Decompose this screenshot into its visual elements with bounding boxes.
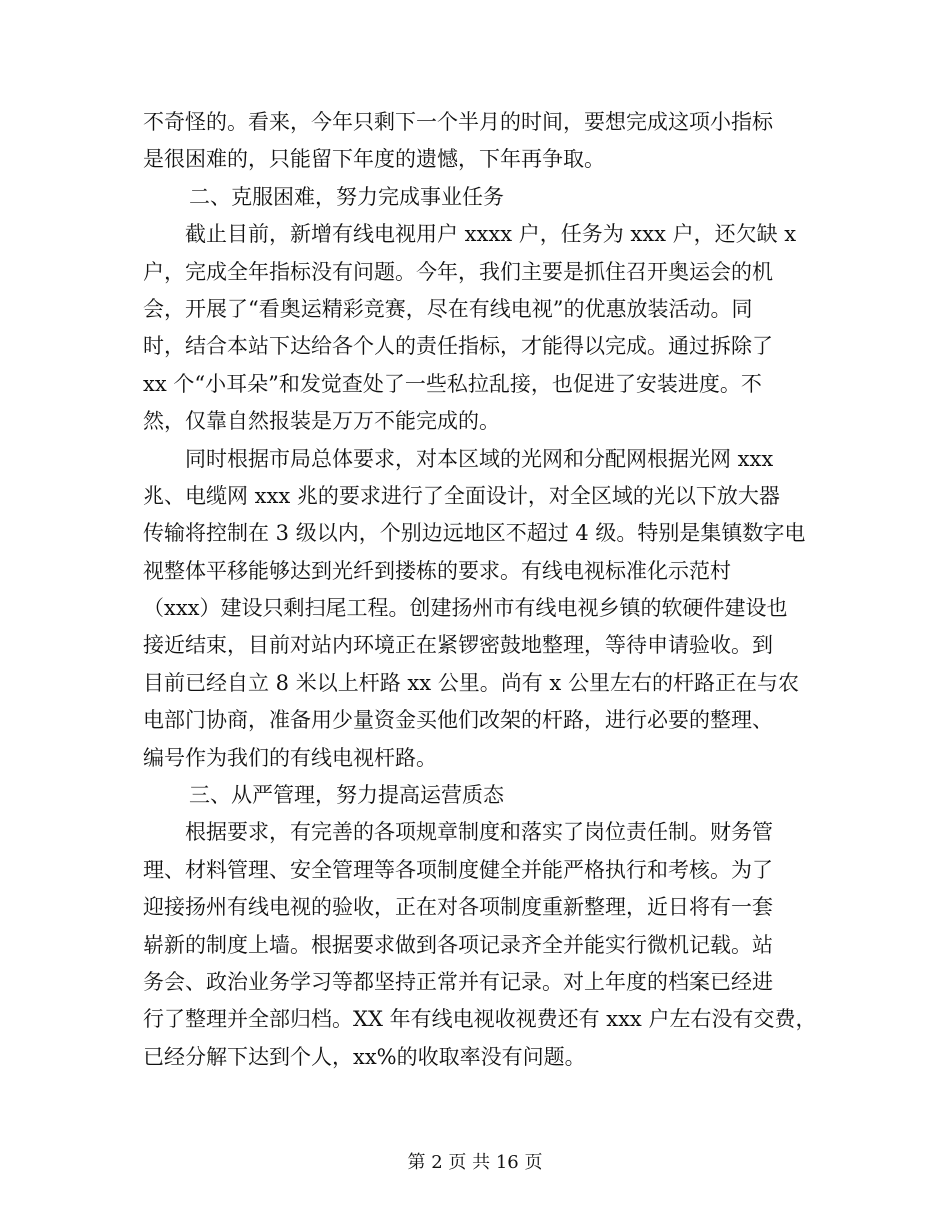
paragraph-line: 目前已经自立 8 米以上杆路 xx 公里。尚有 x 公里左右的杆路正在与农 xyxy=(143,670,799,695)
paragraph-line: 电部门协商，准备用少量资金买他们改架的杆路，进行必要的整理、 xyxy=(143,708,773,733)
paragraph-line: 同时根据市局总体要求，对本区域的光网和分配网根据光网 xxx xyxy=(185,446,774,471)
paragraph-line: 根据要求，有完善的各项规章制度和落实了岗位责任制。财务管 xyxy=(185,820,773,845)
paragraph-line: 迎接扬州有线电视的验收，正在对各项制度重新整理，近日将有一套 xyxy=(143,895,773,920)
paragraph-line: 视整体平移能够达到光纤到搂栋的要求。有线电视标准化示范村 xyxy=(143,558,731,583)
section-heading: 三、从严管理，努力提高运营质态 xyxy=(189,783,504,808)
paragraph-line: 户，完成全年指标没有问题。今年，我们主要是抓住召开奥运会的机 xyxy=(143,259,773,284)
paragraph-line: 然，仅靠自然报装是万万不能完成的。 xyxy=(143,409,500,434)
document-body xyxy=(143,104,817,1076)
page-number-label: 第 2 页 共 16 页 xyxy=(407,1152,543,1173)
paragraph-line: （xxx）建设只剩扫尾工程。创建扬州市有线电视乡镇的软硬件建设也 xyxy=(143,596,788,621)
paragraph-line: 务会、政治业务学习等都坚持正常并有记录。对上年度的档案已经进 xyxy=(143,969,773,994)
paragraph-line: 不奇怪的。看来，今年只剩下一个半月的时间，要想完成这项小指标 xyxy=(143,110,773,134)
paragraph-line: 编号作为我们的有线电视杆路。 xyxy=(143,745,437,770)
page-footer xyxy=(0,1148,950,1174)
paragraph-line: 传输将控制在 3 级以内，个别边远地区不超过 4 级。特别是集镇数字电 xyxy=(143,521,806,546)
paragraph-line: 截止目前，新增有线电视用户 xxxx 户，任务为 xxx 户，还欠缺 x xyxy=(185,222,797,247)
paragraph-line: 接近结束，目前对站内环境正在紧锣密鼓地整理，等待申请验收。到 xyxy=(143,633,773,658)
paragraph-line: 时，结合本站下达给各个人的责任指标，才能得以完成。通过拆除了 xyxy=(143,334,773,359)
paragraph-line: 兆、电缆网 xxx 兆的要求进行了全面设计，对全区域的光以下放大器 xyxy=(143,483,780,508)
paragraph-line: 会，开展了“看奥运精彩竞赛，尽在有线电视”的优惠放装活动。同 xyxy=(143,296,753,321)
paragraph-line: xx 个“小耳朵”和发觉查处了一些私拉乱接，也促进了安装进度。不 xyxy=(143,371,762,396)
paragraph-line: 是很困难的，只能留下年度的遗憾，下年再争取。 xyxy=(143,147,605,172)
paragraph-line: 崭新的制度上墙。根据要求做到各项记录齐全并能实行微机记载。站 xyxy=(143,932,773,957)
paragraph-line: 行了整理并全部归档。XX 年有线电视收视费还有 xxx 户左右没有交费， xyxy=(143,1007,817,1032)
section-heading: 二、克服困难，努力完成事业任务 xyxy=(189,184,504,209)
paragraph-line: 已经分解下达到个人，xx%的收取率没有问题。 xyxy=(143,1044,586,1069)
paragraph-line: 理、材料管理、安全管理等各项制度健全并能严格执行和考核。为了 xyxy=(143,857,773,882)
